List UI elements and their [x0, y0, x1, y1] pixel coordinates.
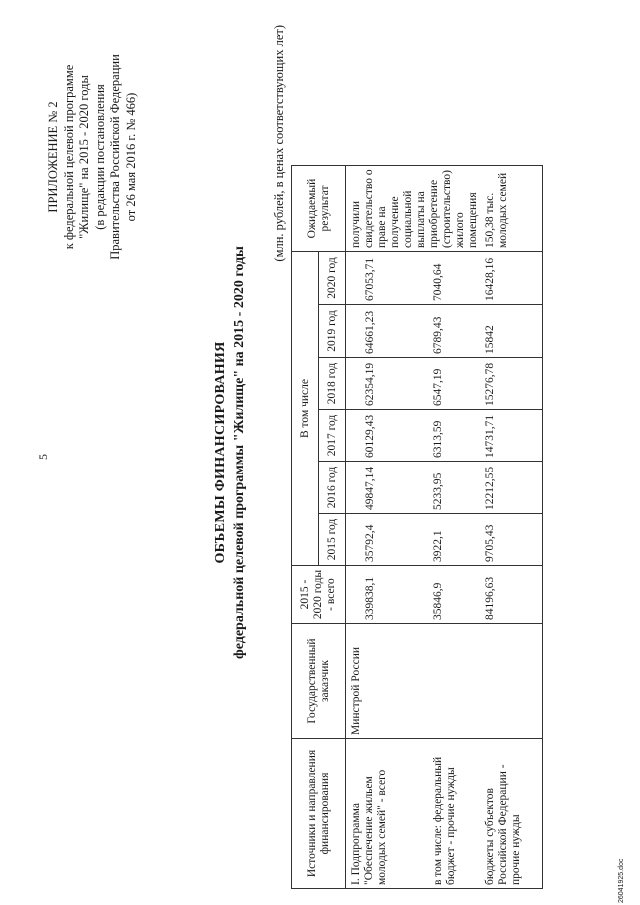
- document-subtitle: федеральной целевой программы "Жилище" на 2015 - 2020 годы: [232, 246, 247, 659]
- appendix-line: Правительства Российской Федерации: [108, 54, 122, 260]
- row-year-value: 62354,19: [346, 358, 425, 410]
- row-year-value: 35792,4: [346, 514, 425, 566]
- header-result: Ожидаемый результат: [292, 166, 346, 252]
- row-year-value: 14731,71: [482, 410, 542, 462]
- header-year: 2017 год: [319, 410, 346, 462]
- header-total: 2015 - 2020 годы - всего: [292, 566, 346, 624]
- table-row: [424, 166, 482, 889]
- row-result: 150,38 тыс. молодых семей: [482, 166, 542, 252]
- row-source: в том числе: федеральный бюджет - прочие нужды: [424, 739, 482, 889]
- appendix-line: от 26 мая 2016 г. № 466): [123, 92, 138, 222]
- file-code: 26041925.doc: [618, 858, 625, 903]
- row-year-value: 7040,64: [424, 252, 482, 305]
- row-customer: [482, 624, 542, 739]
- row-year-value: 9705,43: [482, 514, 542, 566]
- row-customer: Минстрой России: [346, 624, 425, 739]
- row-year-value: 6547,19: [424, 358, 482, 410]
- appendix-line: ПРИЛОЖЕНИЕ № 2: [46, 101, 60, 213]
- row-total: 84196,63: [482, 566, 542, 624]
- row-year-value: 49847,14: [346, 462, 425, 514]
- page-number: 5: [36, 454, 50, 460]
- row-year-value: 67053,71: [346, 252, 425, 305]
- appendix-line: (в редакции постановления: [92, 84, 107, 230]
- appendix-line: к федеральной целевой программе: [61, 64, 76, 250]
- row-year-value: 16428,16: [482, 252, 542, 305]
- header-year: 2018 год: [319, 358, 346, 410]
- document-title: ОБЪЕМЫ ФИНАНСИРОВАНИЯ: [213, 341, 228, 564]
- row-result: получили свидетельство о праве на получение социальной выплаты на приобретение (строительство) жилого помещения: [346, 166, 483, 252]
- row-year-value: 64661,23: [346, 305, 425, 358]
- header-source: Источники и направления финансирования: [292, 739, 346, 889]
- row-source: бюджеты субъектов Российской Федерации - прочие нужды: [482, 739, 542, 889]
- header-year: 2015 год: [319, 514, 346, 566]
- row-total: 35846,9: [424, 566, 482, 624]
- row-year-value: 15842: [482, 305, 542, 358]
- header-year: 2016 год: [319, 462, 346, 514]
- appendix-line: "Жилище" на 2015 - 2020 годы: [77, 75, 91, 239]
- row-year-value: 60129,43: [346, 410, 425, 462]
- row-source: I. Подпрограмма "Обеспечение жильем молодых семей" - всего: [346, 739, 425, 889]
- row-customer: [424, 624, 482, 739]
- financing-table: [291, 165, 543, 889]
- row-year-value: 15276,78: [482, 358, 542, 410]
- header-including: В том числе: [292, 252, 319, 566]
- row-year-value: 5233,95: [424, 462, 482, 514]
- row-year-value: 12212,55: [482, 462, 542, 514]
- header-customer: Государственный заказчик: [292, 624, 346, 739]
- row-year-value: 6313,59: [424, 410, 482, 462]
- table-row: [482, 166, 542, 889]
- row-year-value: 3922,1: [424, 514, 482, 566]
- row-total: 339838,1: [346, 566, 425, 624]
- table-row: [346, 166, 425, 889]
- header-year: 2020 год: [319, 252, 346, 305]
- header-year: 2019 год: [319, 305, 346, 358]
- units-note: (млн. рублей, в ценах соответствующих лет): [272, 25, 286, 262]
- row-year-value: 6789,43: [424, 305, 482, 358]
- appendix-header: [46, 27, 139, 287]
